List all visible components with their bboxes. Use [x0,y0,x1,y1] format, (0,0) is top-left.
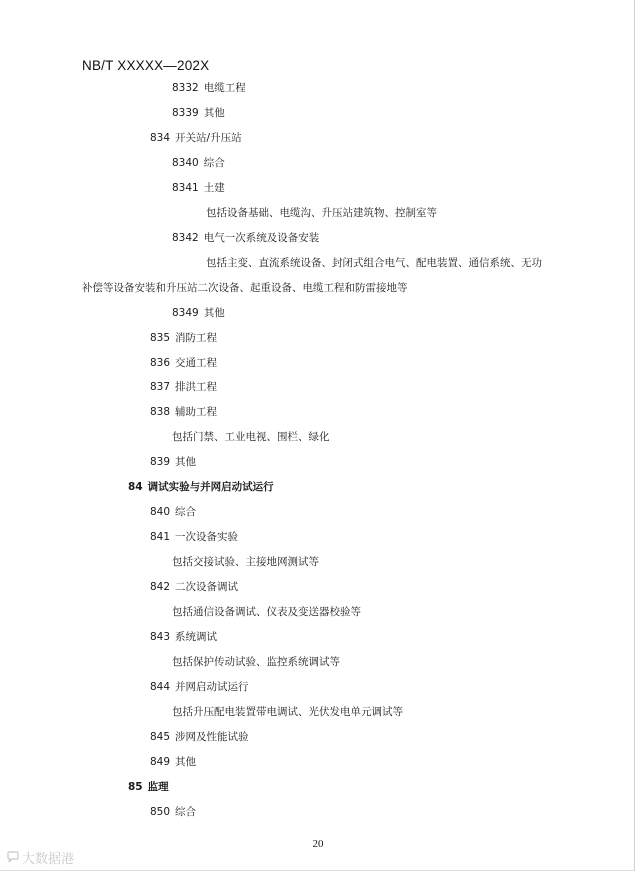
entry-code: 845 [150,731,171,743]
entry-label: 包括设备基础、电缆沟、升压站建筑物、控制室等 [206,207,437,219]
entry-838 [150,405,217,419]
entry-8341 [172,181,225,195]
entry-842 [150,580,238,594]
entry-code: 8339 [172,107,199,119]
entry-code: 841 [150,531,171,543]
entry-code: 844 [150,681,171,693]
entry-834 [150,131,242,145]
entry-845 [150,730,249,744]
entry-code: 8341 [172,182,199,194]
entry-code: 8342 [172,232,199,244]
entry-label: 综合 [203,157,225,169]
entry-844 [150,680,249,694]
entry-850 [150,805,196,819]
entry-label: 包括交接试验、主接地网测试等 [172,556,319,568]
watermark-text: 大数据港 [22,852,75,867]
entry-label: 系统调试 [175,631,218,643]
entry-label: 二次设备调试 [175,581,239,593]
entry-label: 包括门禁、工业电视、围栏、绿化 [172,431,330,443]
entry-code: 834 [150,132,171,144]
entry-label: 排洪工程 [175,381,218,393]
entry-description [172,430,330,444]
entry-description [172,655,340,669]
entry-836 [150,356,217,370]
entry-label: 其他 [203,307,225,319]
watermark [6,848,74,867]
entry-841 [150,530,238,544]
entry-8339 [172,106,225,120]
entry-code: 8349 [172,307,199,319]
entry-description-continued [82,281,408,295]
entry-label: 涉网及性能试验 [175,731,249,743]
entry-label: 交通工程 [175,357,218,369]
entry-837 [150,380,217,394]
entry-code: 839 [150,456,171,468]
entry-code: 84 [128,481,143,493]
entry-description [172,555,319,569]
entry-label: 包括保护传动试验、监控系统调试等 [172,656,340,668]
entry-code: 8340 [172,157,199,169]
entry-code: 85 [128,781,143,793]
entry-label: 综合 [175,506,197,518]
entry-code: 842 [150,581,171,593]
entry-label: 土建 [203,182,225,194]
entry-85 [128,780,169,794]
entry-8340 [172,156,225,170]
entry-843 [150,630,217,644]
entry-code: 838 [150,406,171,418]
entry-84 [128,480,274,494]
chat-bubble-icon [6,851,20,867]
entry-label: 综合 [175,806,197,818]
entry-label: 电缆工程 [203,82,246,94]
entry-label: 补偿等设备安装和升压站二次设备、起重设备、电缆工程和防雷接地等 [82,282,408,294]
entry-label: 监理 [147,781,169,793]
entry-8332 [172,81,246,95]
entry-code: 849 [150,756,171,768]
entry-835 [150,331,217,345]
entry-label: 其他 [175,756,197,768]
entry-839 [150,455,196,469]
entry-code: 850 [150,806,171,818]
entry-description [172,705,403,719]
entry-849 [150,755,196,769]
entry-8349 [172,306,225,320]
entry-label: 消防工程 [175,332,218,344]
entry-label: 调试实验与并网启动试运行 [147,481,274,493]
entry-label: 辅助工程 [175,406,218,418]
entry-label: 其他 [175,456,197,468]
entry-code: 843 [150,631,171,643]
entry-840 [150,505,196,519]
entry-code: 835 [150,332,171,344]
entry-label: 其他 [203,107,225,119]
entry-label: 开关站/升压站 [175,132,242,144]
entry-label: 一次设备实验 [175,531,239,543]
entry-description [172,605,361,619]
entry-code: 836 [150,357,171,369]
entry-label: 电气一次系统及设备安装 [203,232,320,244]
entry-label: 包括升压配电装置带电调试、光伏发电单元调试等 [172,706,403,718]
entry-label: 包括通信设备调试、仪表及变送器校验等 [172,606,361,618]
standard-number-header: NB/T XXXXX—202X [82,58,210,73]
entry-description [206,256,542,270]
entry-code: 840 [150,506,171,518]
entry-code: 837 [150,381,171,393]
entry-8342 [172,231,319,245]
entry-label: 并网启动试运行 [175,681,249,693]
entry-label: 包括主变、直流系统设备、封闭式组合电气、配电装置、通信系统、无功 [206,257,542,269]
page-number: 20 [312,838,324,850]
entry-code: 8332 [172,82,199,94]
entry-description [206,206,437,220]
